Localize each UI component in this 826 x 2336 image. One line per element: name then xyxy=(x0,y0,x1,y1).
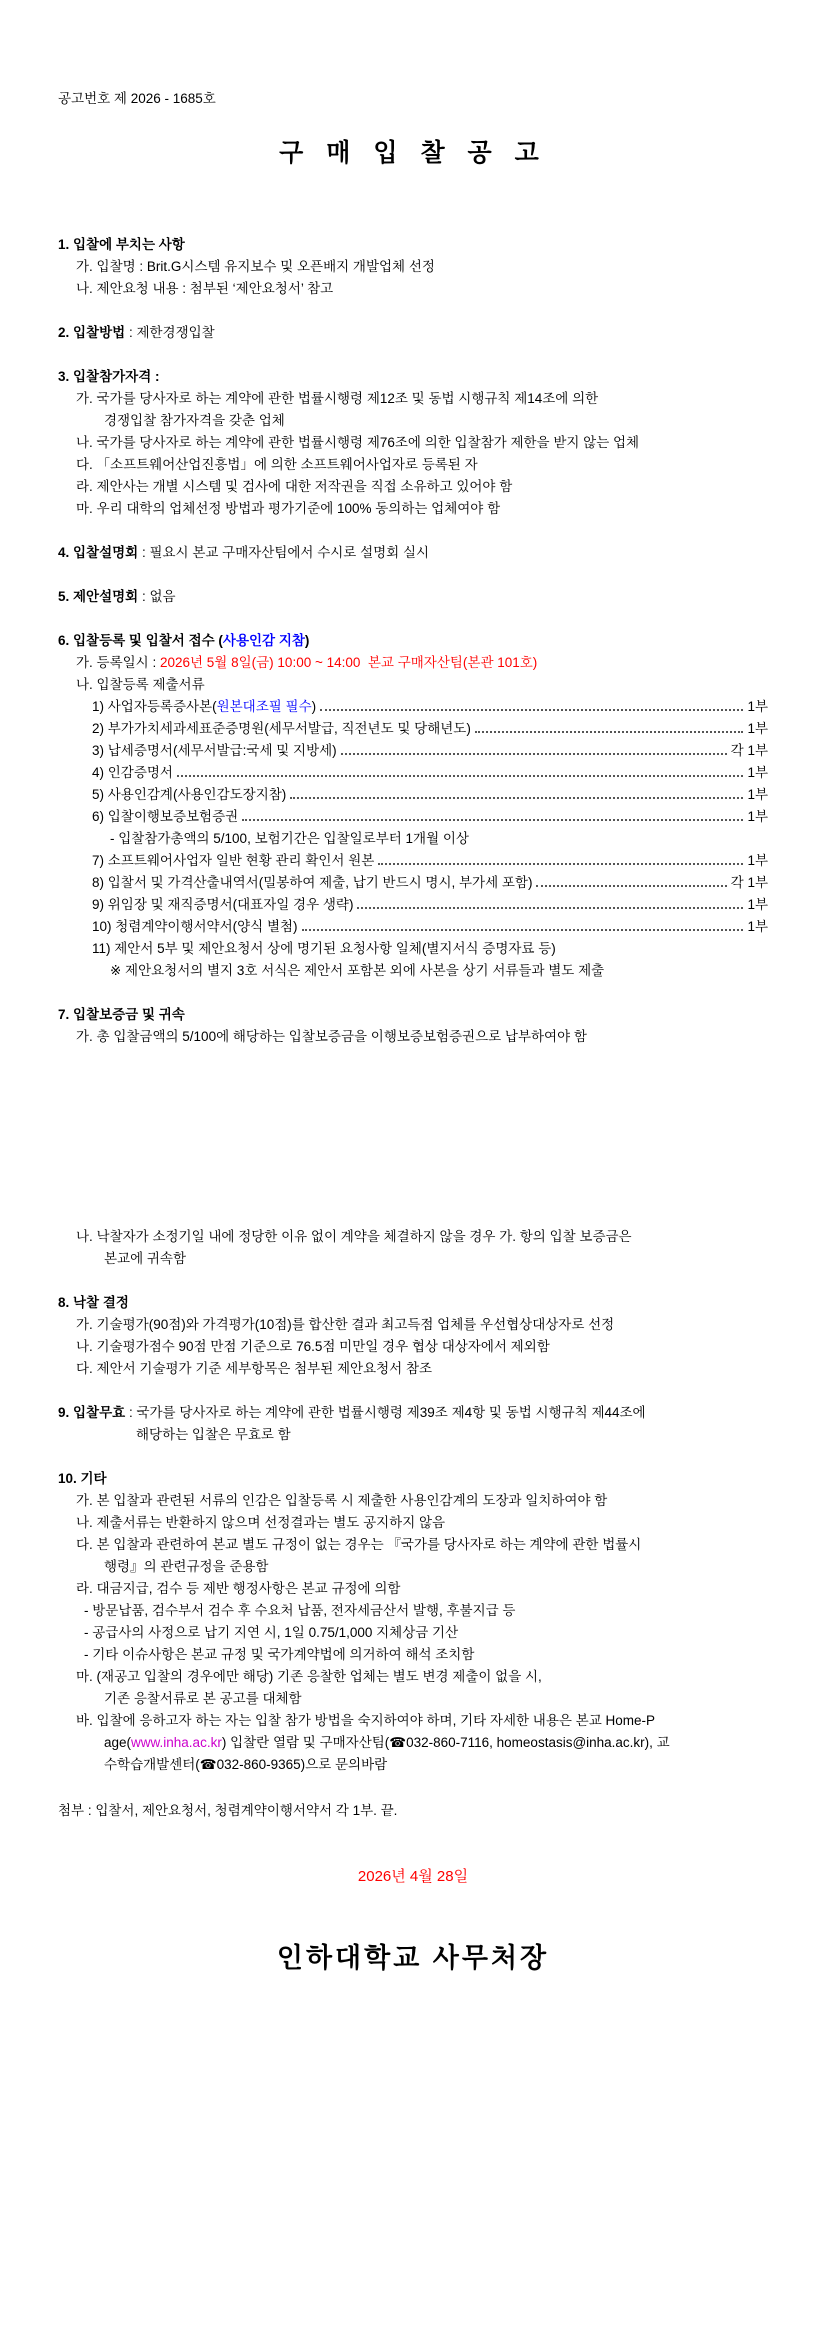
doc-item-3-count: 각 1부 xyxy=(730,743,768,758)
section-1-bid-items xyxy=(58,234,768,300)
section-3-heading: 3. 입찰참가자격 : xyxy=(58,369,160,384)
section-9-label: 9. 입찰무효 xyxy=(58,1405,126,1420)
doc-item-6-note: - 입찰참가총액의 5/100, 보험기간은 입찰일로부터 1개월 이상 xyxy=(110,831,469,846)
doc-item-11-note: ※ 제안요청서의 별지 3호 서식은 제안서 포함본 외에 사본을 상기 서류들과 별도 제출 xyxy=(110,963,605,978)
doc-number: 공고번호 제 2026 - 1685호 xyxy=(58,91,216,106)
section-6-item-a-label: 가. 등록일시 : xyxy=(76,655,160,670)
doc-item-7-count: 1부 xyxy=(747,853,768,868)
section-10-item-f-line2-pre: age( xyxy=(104,1735,132,1750)
section-8-item-a: 가. 기술평가(90점)와 가격평가(10점)를 합산한 결과 최고득점 업체를 우선협상대상자로 선정 xyxy=(76,1317,615,1332)
section-10-item-d-dash1: - 방문납품, 검수부서 검수 후 수요처 납품, 전자세금산서 발행, 후불지급 등 xyxy=(84,1603,516,1618)
section-7-item-b-line1: 나. 낙찰자가 소정기일 내에 정당한 이유 없이 계약을 체결하지 않을 경우 가. 항의 입찰 보증금은 xyxy=(76,1229,632,1244)
page-title: 구 매 입 찰 공 고 xyxy=(279,139,547,167)
section-6-heading-highlight: 사용인감 지참 xyxy=(222,633,305,648)
doc-item-8-count: 각 1부 xyxy=(730,875,768,890)
dotted-leader xyxy=(302,916,744,931)
section-5-value: : 없음 xyxy=(138,589,176,604)
dotted-leader xyxy=(290,784,743,799)
section-3-item-d: 라. 제안사는 개별 시스템 및 검사에 대한 저작권을 직접 소유하고 있어야 함 xyxy=(76,479,513,494)
section-7-item-b-line2: 본교에 귀속함 xyxy=(104,1251,186,1266)
section-10-item-c-line1: 다. 본 입찰과 관련하여 본교 별도 규정이 없는 경우는 『국가를 당사자로 하는 계약에 관한 법률시 xyxy=(76,1537,642,1552)
section-10-item-d-dash3: - 기타 이슈사항은 본교 규정 및 국가계약법에 의거하여 해석 조치함 xyxy=(84,1647,475,1662)
section-3-qualifications xyxy=(58,366,768,520)
section-6-registration xyxy=(58,630,768,982)
section-2-heading xyxy=(58,322,768,344)
dotted-leader xyxy=(357,894,743,909)
section-10-item-d: 라. 대금지급, 검수 등 제반 행정사항은 본교 규정에 의함 xyxy=(76,1581,401,1596)
doc-item-1-text-end: ) xyxy=(311,699,317,714)
dotted-leader xyxy=(320,696,743,711)
section-6-heading-post: ) xyxy=(304,633,310,648)
section-4-label: 4. 입찰설명회 xyxy=(58,545,139,560)
doc-item-5-count: 1부 xyxy=(747,787,768,802)
section-6-heading-pre: 6. 입찰등록 및 입찰서 접수 ( xyxy=(58,633,223,648)
section-6-item-a xyxy=(76,652,768,674)
doc-item-9 xyxy=(92,894,768,916)
section-1-item-b: 나. 제안요청 내용 : 첨부된 ‘제안요청서’ 참고 xyxy=(76,281,334,296)
doc-item-6 xyxy=(92,806,768,828)
section-1-item-a: 가. 입찰명 : Brit.G시스템 유지보수 및 오픈배지 개발업체 선정 xyxy=(76,259,435,274)
dotted-leader xyxy=(177,762,743,777)
doc-item-2 xyxy=(92,718,768,740)
doc-item-5 xyxy=(92,784,768,806)
section-10-item-f-line2 xyxy=(104,1732,768,1754)
section-5-heading xyxy=(58,586,768,608)
doc-item-7 xyxy=(92,850,768,872)
section-9-heading xyxy=(58,1402,768,1424)
section-10-item-c-line2: 행령』의 관련규정을 준용함 xyxy=(104,1559,269,1574)
section-10-item-e-line1: 마. (재공고 입찰의 경우에만 해당) 기존 응찰한 업체는 별도 변경 제출이 없을 시, xyxy=(76,1669,542,1684)
doc-item-1-text: 1) 사업자등록증사본( xyxy=(92,699,217,714)
section-10-item-b: 나. 제출서류는 반환하지 않으며 선정결과는 별도 공지하지 않음 xyxy=(76,1515,446,1530)
section-9-line2: 해당하는 입찰은 무효로 함 xyxy=(136,1427,291,1442)
doc-item-1 xyxy=(92,696,768,718)
section-5-label: 5. 제안설명회 xyxy=(58,589,139,604)
doc-item-6-text: 6) 입찰이행보증보험증권 xyxy=(92,809,239,824)
section-10-heading: 10. 기타 xyxy=(58,1471,107,1486)
section-2-value: : 제한경쟁입찰 xyxy=(125,325,215,340)
issuer-signature: 인하대학교 사무처장 xyxy=(276,1943,550,1973)
section-9-invalid-bids xyxy=(58,1402,768,1446)
attachment-note: 첨부 : 입찰서, 제안요청서, 청렴계약이행서약서 각 1부. 끝. xyxy=(58,1803,398,1818)
section-6-heading xyxy=(58,630,768,652)
issue-date: 2026년 4월 28일 xyxy=(357,1868,469,1885)
section-10-item-f-line1: 바. 입찰에 응하고자 하는 자는 입찰 참가 방법을 숙지하여야 하며, 기타 자세한 내용은 본교 Home-P xyxy=(76,1713,655,1728)
doc-item-7-text: 7) 소프트웨어사업자 일반 현황 관리 확인서 원본 xyxy=(92,853,375,868)
doc-item-4-text: 4) 인감증명서 xyxy=(92,765,173,780)
section-7-bid-deposit xyxy=(58,1004,768,1270)
section-7-item-a: 가. 총 입찰금액의 5/100에 해당하는 입찰보증금을 이행보증보험증권으로 납부하여야 함 xyxy=(76,1029,587,1044)
section-3-item-a-line1: 가. 국가를 당사자로 하는 계약에 관한 법률시행령 제12조 및 동법 시행규칙 제14조에 의한 xyxy=(76,391,599,406)
section-3-item-c: 다. 「소프트웨어산업진흥법」에 의한 소프트웨어사업자로 등록된 자 xyxy=(76,457,478,472)
section-7-heading: 7. 입찰보증금 및 귀속 xyxy=(58,1007,185,1022)
doc-item-10-count: 1부 xyxy=(747,919,768,934)
section-10-misc xyxy=(58,1468,768,1776)
dotted-leader xyxy=(242,806,743,821)
dotted-leader xyxy=(378,850,743,865)
section-9-value: : 국가를 당사자로 하는 계약에 관한 법률시행령 제39조 제4항 및 동법 시행규칙 제44조에 xyxy=(125,1405,646,1420)
doc-item-8-text: 8) 입찰서 및 가격산출내역서(밀봉하여 제출, 납기 반드시 명시, 부가세 포함) xyxy=(92,875,533,890)
section-10-item-f-line3: 수학습개발센터(☎032-860-9365)으로 문의바람 xyxy=(104,1757,388,1772)
doc-item-1-count: 1부 xyxy=(747,699,768,714)
doc-item-2-text: 2) 부가가치세과세표준증명원(세무서발급, 직전년도 및 당해년도) xyxy=(92,721,471,736)
doc-item-10-text: 10) 청렴계약이행서약서(양식 별첨) xyxy=(92,919,298,934)
section-3-item-e: 마. 우리 대학의 업체선정 방법과 평가기준에 100% 동의하는 업체여야 함 xyxy=(76,501,501,516)
doc-item-8 xyxy=(92,872,768,894)
doc-item-5-text: 5) 사용인감계(사용인감도장지참) xyxy=(92,787,287,802)
homepage-link[interactable]: www.inha.ac.kr xyxy=(131,1735,222,1750)
dotted-leader xyxy=(341,740,727,755)
doc-item-1-highlight: 원본대조필 필수 xyxy=(216,699,312,714)
section-6-item-b: 나. 입찰등록 제출서류 xyxy=(76,677,205,692)
dotted-leader xyxy=(536,872,726,887)
doc-item-11: 11) 제안서 5부 및 제안요청서 상에 명기된 요청사항 일체(별지서식 증명자료 등) xyxy=(92,941,556,956)
doc-item-4 xyxy=(92,762,768,784)
section-2-bid-method xyxy=(58,322,768,344)
section-8-heading: 8. 낙찰 결정 xyxy=(58,1295,129,1310)
doc-item-6-count: 1부 xyxy=(747,809,768,824)
section-4-value: : 필요시 본교 구매자산팀에서 수시로 설명회 실시 xyxy=(138,545,430,560)
section-8-item-b: 나. 기술평가점수 90점 만점 기준으로 76.5점 미만일 경우 협상 대상자에서 제외함 xyxy=(76,1339,550,1354)
doc-item-9-count: 1부 xyxy=(747,897,768,912)
section-4-heading xyxy=(58,542,768,564)
page-break-gap xyxy=(58,1048,768,1226)
section-3-item-b: 나. 국가를 당사자로 하는 계약에 관한 법률시행령 제76조에 의한 입찰참가 제한을 받지 않는 업체 xyxy=(76,435,640,450)
section-2-label: 2. 입찰방법 xyxy=(58,325,126,340)
section-8-item-c: 다. 제안서 기술평가 기준 세부항목은 첨부된 제안요청서 참조 xyxy=(76,1361,433,1376)
section-10-item-d-dash2: - 공급사의 사정으로 납기 지연 시, 1일 0.75/1,000 지체상금 기산 xyxy=(84,1625,459,1640)
section-10-item-a: 가. 본 입찰과 관련된 서류의 인감은 입찰등록 시 제출한 사용인감계의 도장과 일치하여야 함 xyxy=(76,1493,608,1508)
section-1-heading: 1. 입찰에 부치는 사항 xyxy=(58,237,185,252)
section-10-item-e-line2: 기존 응찰서류로 본 공고를 대체함 xyxy=(104,1691,302,1706)
doc-item-3-text: 3) 납세증명서(세무서발급:국세 및 지방세) xyxy=(92,743,337,758)
section-4-bid-briefing xyxy=(58,542,768,564)
doc-item-10 xyxy=(92,916,768,938)
dotted-leader xyxy=(475,718,744,733)
doc-item-9-text: 9) 위임장 및 재직증명서(대표자일 경우 생략) xyxy=(92,897,354,912)
section-8-award-decision xyxy=(58,1292,768,1380)
section-6-item-a-date: 2026년 5월 8일(금) 10:00 ~ 14:00 본교 구매자산팀(본관 101호) xyxy=(159,655,538,670)
section-10-item-f-line2-post: ) 입찰란 열람 및 구매자산팀(☎032-860-7116, homeostasis@inha.ac.kr), 교 xyxy=(221,1735,670,1750)
section-3-item-a-line2: 경쟁입찰 참가자격을 갖춘 업체 xyxy=(104,413,285,428)
doc-item-4-count: 1부 xyxy=(747,765,768,780)
section-5-proposal-briefing xyxy=(58,586,768,608)
doc-item-3 xyxy=(92,740,768,762)
doc-item-2-count: 1부 xyxy=(747,721,768,736)
